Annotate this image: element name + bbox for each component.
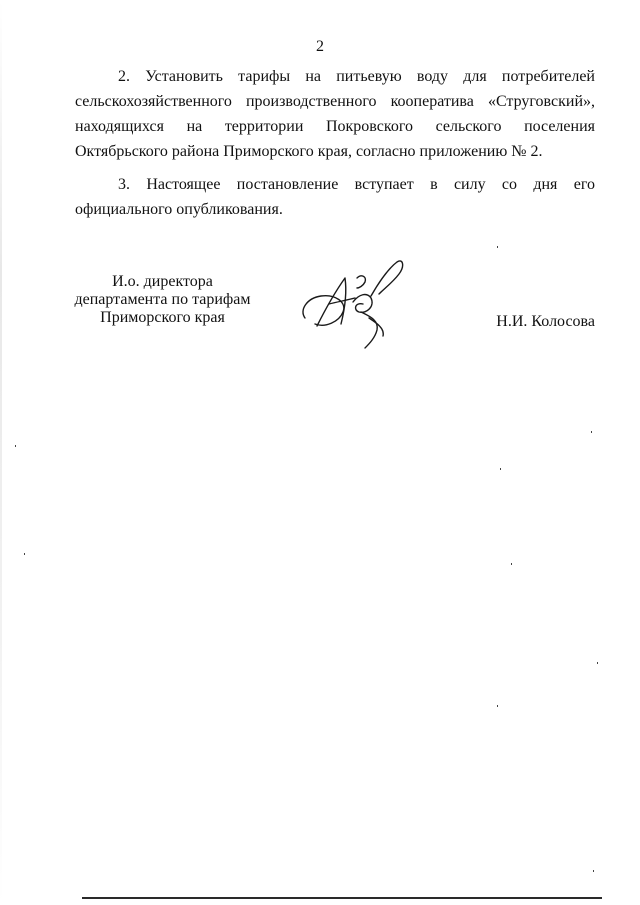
signatory-title-line: И.о. директора: [112, 273, 213, 290]
handwritten-signature: [295, 258, 415, 350]
scan-speck: [497, 246, 498, 248]
signatory-title-line: Приморского края: [100, 309, 225, 326]
scan-speck: [597, 662, 598, 664]
scan-speck: [593, 870, 594, 872]
scan-speck: [497, 705, 498, 707]
scan-speck: [15, 445, 16, 447]
paragraph-2: 2. Установить тарифы на питьевую воду для потребителей сельскохозяйственного производственного кооператива «Струговский», находящихся на территории Покровского сельского поселения Октябрьского района Приморского края, согласно приложению № 2.: [75, 68, 595, 160]
signatory-name: Н.И. Колосова: [496, 313, 595, 330]
signatory-title: [60, 273, 265, 327]
document-body: [75, 64, 595, 222]
page-number: 2: [316, 38, 324, 55]
scan-speck: [511, 563, 512, 565]
scan-speck: [24, 553, 25, 555]
scan-edge: [0, 0, 2, 905]
signatory-title-line: департамента по тарифам: [74, 291, 251, 308]
paragraph-3: 3. Настоящее постановление вступает в силу со дня его официального опубликования.: [75, 176, 595, 218]
scan-speck: [591, 431, 592, 433]
scan-bottom-edge: [82, 897, 602, 899]
scan-speck: [500, 468, 501, 470]
